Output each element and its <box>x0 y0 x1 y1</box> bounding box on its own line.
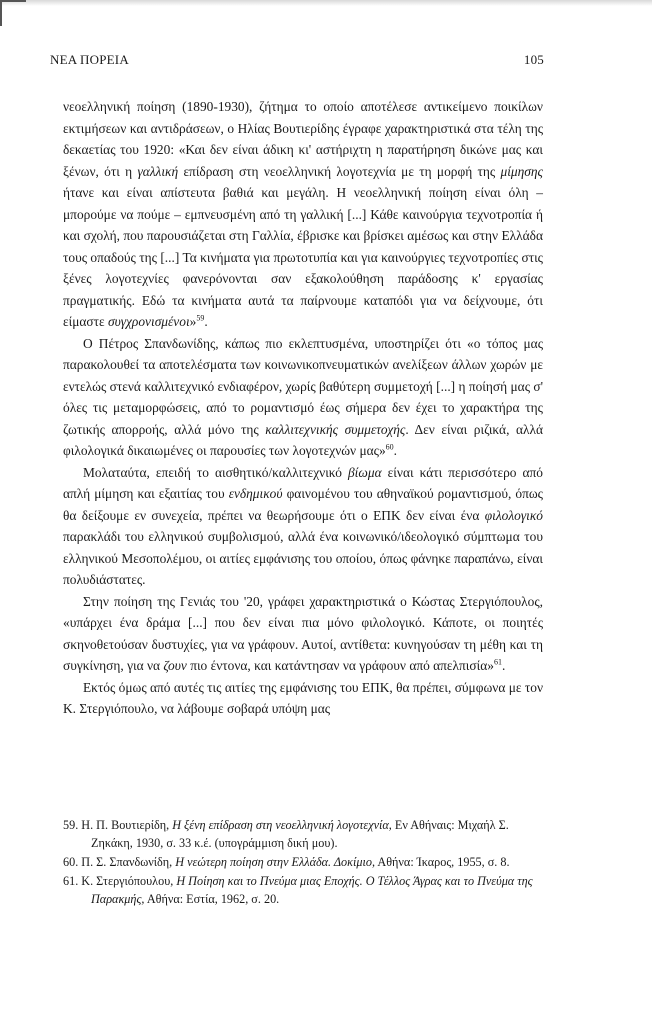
text-run: είναι κάτι περισσότερο από απλή μίμηση και εξαιτίας του <box>63 464 544 501</box>
footnote-60 <box>63 853 543 871</box>
paragraph-1 <box>63 96 543 333</box>
footnote-title: Η Ποίηση και το Πνεύμα μιας Εποχής. Ο Τέλλος Άγρας και το Πνεύμα της Παρακμής, <box>91 874 533 906</box>
emphasis: φιλολογικό <box>484 507 543 523</box>
footnote-59 <box>63 816 543 852</box>
emphasis: συγχρονισμένοι <box>108 314 190 329</box>
emphasis: γαλλική <box>137 163 179 179</box>
running-title: ΝΕΑ ΠΟΡΕΙΑ <box>50 52 129 67</box>
text-run: » <box>189 314 197 329</box>
footnote-publication: Αθήνα: Εστία, 1962, σ. 20. <box>144 892 280 906</box>
footnote-ref: 59 <box>196 313 205 323</box>
paragraph-5 <box>63 677 543 720</box>
emphasis: μίμησης <box>500 163 543 179</box>
text-run: νεοελληνική ποίηση (1890-1930), ζήτημα το οποίο αποτέλεσε αντικείμενο ποικίλων εκτιμήσεων και αντιδράσεων, ο Ηλίας Βουτιερίδης έγραφε χαρακτηριστικά στα τέλη της δεκαετίας του 1920: «Και δεν είναι άδικη κι' αστήριχτη η παρατήρηση δικώνε μας και ξένων, ότι η <box>63 99 543 179</box>
paragraph-2 <box>63 333 543 462</box>
emphasis: βίωμα <box>348 464 382 480</box>
text-run: φαινομένου του αθηναϊκού ρομαντισμού, όπως θα δείξουμε εν συνεχεία, πρέπει να θεωρήσουμε ότι ο ΕΠΚ δεν είναι ένα <box>63 486 543 523</box>
footnote-author: Κ. Στεργιόπουλου, <box>81 874 177 888</box>
paragraph-4 <box>63 591 543 677</box>
text-run: Ο Πέτρος Σπανδωνίδης, κάπως πιο εκλεπτυσμένα, υποστηρίζει ότι «ο τόπος μας παρακολουθεί τα αποτελέσματα των κοινωνικοπνευματικών ανελίξεων άλλων χωρών με εντελώς στενά καλλιτεχνικό ενδιαφέρον, χωρίς βαθύτερη συμμετοχή [...] η ποίησή μας σ' όλες τις μεταμορφώσεις, από το ρομαντισμό έως σήμερα δεν έχει το χαρακτήρα της ζωτικής απορροής, αλλά μόνο της <box>63 335 543 437</box>
paragraph-3 <box>63 462 543 591</box>
text-run: Εκτός όμως από αυτές τις αιτίες της εμφάνισης του ΕΠΚ, θα πρέπει, σύμφωνα με τον Κ. Στεργιόπουλο, να λάβουμε σοβαρά υπόψη μας <box>63 679 543 716</box>
body-text <box>63 96 543 720</box>
footnote-title: Η νεώτερη ποίηση στην Ελλάδα. Δοκίμιο, <box>175 855 376 869</box>
text-run: επίδραση στη νεοελληνική λογοτεχνία με τη μορφή της <box>178 163 501 179</box>
text-run: Στην ποίηση της Γενιάς του '20, γράφει χαρακτηριστικά ο Κώστας Στεργιόπουλος, «υπάρχει ένα δράμα [...] που δεν είναι πια μόνο φιλολογικό. Κάποτε, οι ποιητές σκηνοθετούσαν δυστυχίες, για να γράφουν. Αυτοί, αντίθετα: κυνηγούσαν τη μέθη και τη συγκίνηση, για να <box>63 593 543 673</box>
emphasis: καλλιτεχνικής συμμετοχής <box>265 421 406 437</box>
footnote-ref: 60 <box>385 442 394 452</box>
footnote-author: Π. Σ. Σπανδωνίδη, <box>81 855 176 869</box>
text-run: . <box>501 658 506 673</box>
footnote-number: 61. <box>63 874 79 888</box>
footnote-title: Η ξένη επίδραση στη νεοελληνική λογοτεχνία, <box>172 818 392 832</box>
text-run: . <box>204 314 208 329</box>
text-run: παρακλάδι του ελληνικού συμβολισμού, αλλά ένα κοινωνικό/ιδεολογικό σύμπτωμα του ελληνικού Μεσοπολέμου, οι αιτίες εμφάνισης του οποίου, όπως φάνηκε παραπάνω, είναι πολυδιάστατες. <box>63 529 543 587</box>
footnote-ref: 61 <box>493 657 502 667</box>
footnote-number: 60. <box>63 855 79 869</box>
footnote-61 <box>63 872 543 908</box>
scan-edge <box>0 0 652 6</box>
text-run: πιο έντονα, και κατάντησαν να γράφουν από απελπισία» <box>186 658 494 673</box>
text-run: . Δεν είναι ριζικά, αλλά φιλολογικά δικαιωμένες οι παρουσίες των λογοτεχνών μας» <box>63 421 543 458</box>
emphasis: ενδημικού <box>228 486 283 501</box>
footnote-publication: Εν Αθήναις: Μιχαήλ Σ. Ζηκάκη, 1930, σ. 33 κ.έ. (υπογράμμιση δική μου). <box>91 818 509 850</box>
text-run: ήτανε και είναι απίστευτα βαθιά και μεγάλη. Η νεοελληνική ποίηση είναι όλη – μπορούμε να πούμε – εμπνευσμένη από τη γαλλική [...] Κάθε καινούργια τεχνοτροπία ή και σχολή, που παρουσιάζεται στη Γαλλία, έβρισκε και βρίσκει αμέσως και στην Ελλάδα τους οπαδούς της [...] Τα κινήματα για πρωτοτυπία και για καινούργιες τεχνοτροπίες στις ξένες λογοτεχνίες φανερόνονται σαν εξακολούθηση παράδοσης κ' εργασίας πραγματικής. Εδώ τα κινήματα αυτά τα παίρνουμε καταπόδι για να δείχνουμε, ότι είμαστε <box>63 185 543 329</box>
scan-corner-mark <box>0 0 26 26</box>
footnotes <box>63 816 543 909</box>
text-run: . <box>393 443 398 458</box>
emphasis: ζουν <box>163 658 187 673</box>
footnote-publication: Αθήνα: Ίκαρος, 1955, σ. 8. <box>375 855 510 869</box>
text-run: Μολαταύτα, επειδή το αισθητικό/καλλιτεχνικό <box>83 464 349 480</box>
footnote-author: Η. Π. Βουτιερίδη, <box>81 818 173 832</box>
page-number: 105 <box>523 52 544 67</box>
footnote-number: 59. <box>63 818 79 832</box>
